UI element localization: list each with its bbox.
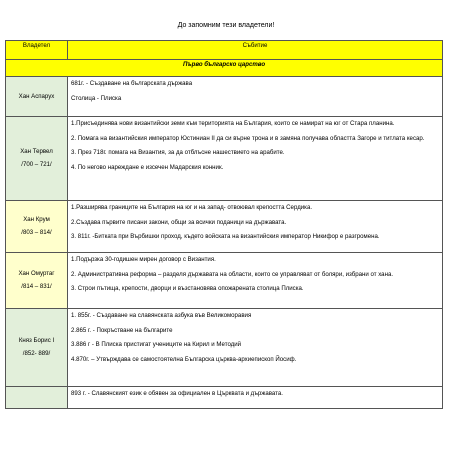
event-text: 681г. - Създаване на българската държава	[71, 80, 193, 87]
event-text: 2.865 г. - Покръстване на българите	[71, 326, 173, 334]
events-cell	[68, 253, 443, 309]
ruler-years: /814 – 831/	[21, 283, 52, 290]
ruler-cell	[6, 77, 68, 117]
section-row	[6, 60, 443, 77]
event-text: 3.886 г - В Плиска пристигат учениците на Кирил и Методий	[71, 341, 242, 349]
header-event: Събитие	[68, 41, 443, 60]
ruler-years: /852- 889/	[22, 350, 51, 357]
rulers-table	[5, 40, 443, 409]
event-text: 4.870г. – Утвърждава се самостоятелна Българска църква-архиепископ Йосиф.	[71, 355, 297, 363]
ruler-name: Княз Борис I	[18, 337, 55, 345]
event-text: 893 г. - Славянският език е обявен за официален в Църквата и държавата.	[71, 390, 283, 397]
header-ruler: Владетел	[6, 41, 68, 60]
table-row	[6, 253, 443, 309]
ruler-cell	[6, 253, 68, 309]
table-row	[6, 387, 443, 409]
events-cell	[68, 201, 443, 253]
event-text: 1.Присъединява нови византийски земи към територията на България, които се намират на юг от Стара планина.	[71, 120, 395, 127]
table-row	[6, 117, 443, 201]
ruler-cell	[6, 387, 68, 409]
ruler-cell	[6, 309, 68, 387]
ruler-cell	[6, 201, 68, 253]
ruler-name: Хан Аспарух	[18, 92, 55, 100]
table-row	[6, 201, 443, 253]
events-cell	[68, 117, 443, 201]
event-text: 4. По негово нареждане е изсечен Мадарския конник.	[71, 163, 224, 171]
event-text: Столица - Плиска	[71, 94, 122, 102]
event-text: 1.Подързка 30-годишен мирен договор с Византия.	[71, 256, 216, 263]
ruler-cell	[6, 117, 68, 201]
events-cell	[68, 387, 443, 409]
events-cell	[68, 309, 443, 387]
event-text: 2. Помага на византийския император Юстиниан II да си върне трона и в замяна получава областта Загоре и титлата кесар.	[71, 134, 425, 142]
event-text: 2. Административна реформа – разделя държавата на области, които се управляват от боляри, избрани от хана.	[71, 270, 394, 278]
ruler-years: /803 – 814/	[21, 229, 52, 236]
event-text: 2.Създава първите писани закони, общи за всички поданици на държавата.	[71, 218, 287, 226]
ruler-years: /700 – 721/	[21, 161, 52, 168]
event-text: 3. 811г. -Битката при Върбишки проход, където войската на византийския император Никифор е разгромена.	[71, 233, 380, 241]
events-cell	[68, 77, 443, 117]
section-title: Първо българско царство	[6, 60, 443, 77]
table-row	[6, 77, 443, 117]
event-text: 1.Разширява границите на България на юг и на запад- отвоювал крепостта Сердика.	[71, 204, 313, 211]
ruler-name: Хан Крум	[23, 216, 50, 224]
table-row	[6, 309, 443, 387]
event-text: 1. 855г. - Създаване на славянската азбука във Великоморавия	[71, 312, 252, 319]
ruler-name: Хан Омуртаг	[18, 270, 55, 278]
event-text: 3. Строи пътища, крепости, дворци и възстановява опожарената столица Плиска.	[71, 285, 304, 293]
page-title: До запомним тези владетели!	[177, 22, 275, 29]
ruler-name: Хан Тервел	[20, 148, 53, 156]
event-text: 3. През 718г. помага на Византия, за да отблъсне нашествието на арабите.	[71, 149, 285, 157]
table-header-row	[6, 41, 443, 60]
